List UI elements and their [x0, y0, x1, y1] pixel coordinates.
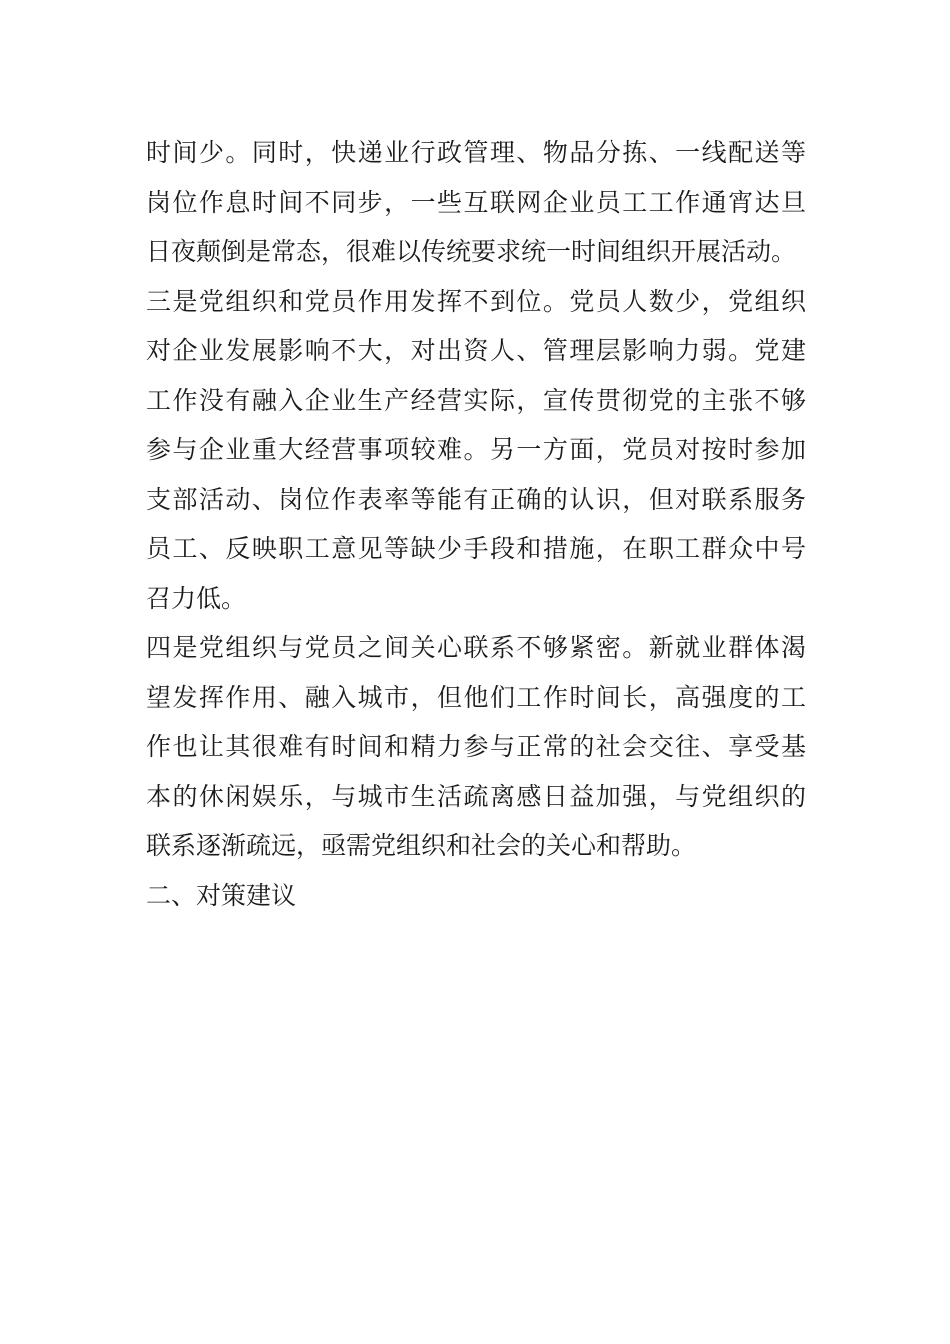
text-line: 本的休闲娱乐，与城市生活疏离感日益加强，与党组织的: [146, 781, 806, 811]
section-heading: 二、对策建议: [146, 880, 297, 910]
body-text: [146, 128, 806, 920]
text-line: 作也让其很难有时间和精力参与正常的社会交往、享受基: [146, 732, 806, 761]
text-line: 岗位作息时间不同步，一些互联网企业员工工作通宵达旦: [146, 187, 806, 217]
text-line: 参与企业重大经营事项较难。另一方面，党员对按时参加: [146, 435, 806, 464]
text-line: 日夜颠倒是常态，很难以传统要求统一时间组织开展活动。: [146, 237, 797, 266]
text-line: 望发挥作用、融入城市，但他们工作时间长，高强度的工: [146, 682, 806, 712]
text-line: 工作没有融入企业生产经营实际，宣传贯彻党的主张不够: [146, 385, 806, 415]
text-line: 员工、反映职工意见等缺少手段和措施，在职工群众中号: [146, 534, 806, 563]
text-line: 召力低。: [146, 583, 247, 613]
text-line: 联系逐渐疏远，亟需党组织和社会的关心和帮助。: [146, 831, 697, 860]
text-line: 支部活动、岗位作表率等能有正确的认识，但对联系服务: [146, 484, 806, 514]
text-line: 对企业发展影响不大，对出资人、管理层影响力弱。党建: [146, 336, 806, 365]
text-line: 四是党组织与党员之间关心联系不够紧密。新就业群体渴: [146, 633, 806, 662]
text-line: 三是党组织和党员作用发挥不到位。党员人数少，党组织: [146, 286, 806, 316]
text-line: 时间少。同时，快递业行政管理、物品分拣、一线配送等: [146, 138, 806, 167]
